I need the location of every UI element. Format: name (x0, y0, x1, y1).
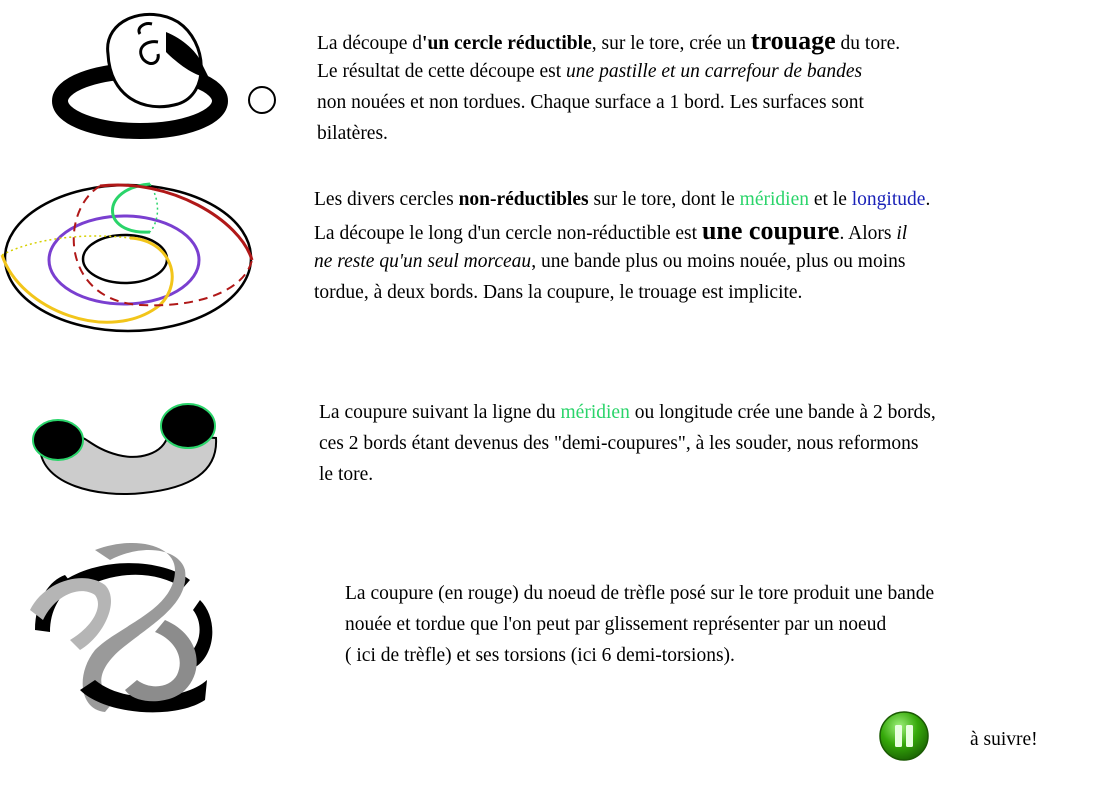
text: . (925, 189, 931, 210)
text: et le (808, 189, 852, 210)
line (314, 246, 930, 277)
text-longitude: longitude (851, 189, 926, 210)
line (317, 56, 900, 87)
line: ( ici de trèfle) et ses torsions (ici 6 demi-torsions). (345, 645, 735, 666)
band-grey-left (30, 578, 111, 650)
line: nouée et tordue que l'on peut par glissement représenter par un noeud (345, 614, 887, 635)
paragraph-trefoil-cut (345, 578, 934, 671)
pastille-circle (249, 87, 275, 113)
paragraph-meridian-cut (319, 397, 936, 490)
text: ou longitude crée une bande à 2 bords, (629, 402, 936, 423)
text: sur le tore, dont le (588, 189, 740, 210)
a-suivre-label: à suivre! (970, 729, 1038, 750)
text-bold: 'un cercle réductible (422, 33, 592, 54)
line: non nouées et non tordues. Chaque surface a 1 bord. Les surfaces sont (317, 92, 864, 113)
text: . Alors (839, 223, 897, 244)
text: Le résultat de cette découpe est (317, 61, 567, 82)
demi-coupure-left (33, 420, 83, 460)
text: La découpe d (317, 33, 423, 54)
text-bold: non-réductibles (458, 189, 589, 210)
line (319, 397, 936, 428)
line (314, 215, 930, 246)
line: tordue, à deux bords. Dans la coupure, le trouage est implicite. (314, 282, 803, 303)
text-meridien: méridien (560, 402, 630, 423)
paragraph-reducible-circle (317, 25, 900, 149)
line (317, 25, 900, 56)
figure-band-two-edges (28, 400, 223, 500)
text: Les divers cercles (314, 189, 459, 210)
text-italic: il (896, 223, 908, 244)
figure-torus-non-reducible-circles (0, 180, 260, 340)
text-meridien: méridien (739, 189, 809, 210)
line: La coupure (en rouge) du noeud de trèfle posé sur le tore produit une bande (345, 583, 935, 604)
line: bilatères. (317, 123, 388, 144)
pause-play-button[interactable] (878, 710, 930, 762)
text: du tore. (835, 33, 901, 54)
text-italic: ne reste qu'un seul morceau (314, 251, 532, 272)
text-trouage: trouage (750, 26, 836, 55)
torus-hole (83, 235, 167, 283)
text-italic: une pastille et un carrefour de bandes (566, 61, 863, 82)
meridian-curve (113, 184, 151, 232)
meridian-hidden (150, 184, 158, 232)
line (314, 184, 930, 215)
line: le tore. (319, 464, 374, 485)
demi-coupure-right (161, 404, 215, 448)
cut-solid (100, 185, 252, 260)
torus-outline (5, 185, 251, 331)
text: La découpe le long d'un cercle non-réductible est (314, 223, 702, 244)
text: , sur le tore, crée un (591, 33, 751, 54)
figure-knotted-band (25, 540, 225, 725)
paragraph-non-reducible-circles (314, 184, 930, 308)
text-une-coupure: une coupure (701, 216, 840, 245)
cut-dashed (74, 186, 252, 305)
text: La coupure suivant la ligne du (319, 402, 561, 423)
trefoil-dotted (2, 236, 130, 255)
line: ces 2 bords étant devenus des "demi-coupures", à les souder, nous reformons (319, 433, 919, 454)
torus-trouage-drawing (60, 14, 220, 131)
figure-torus-reducible-cut (48, 4, 298, 144)
text: , une bande plus ou moins nouée, plus ou moins (531, 251, 906, 272)
